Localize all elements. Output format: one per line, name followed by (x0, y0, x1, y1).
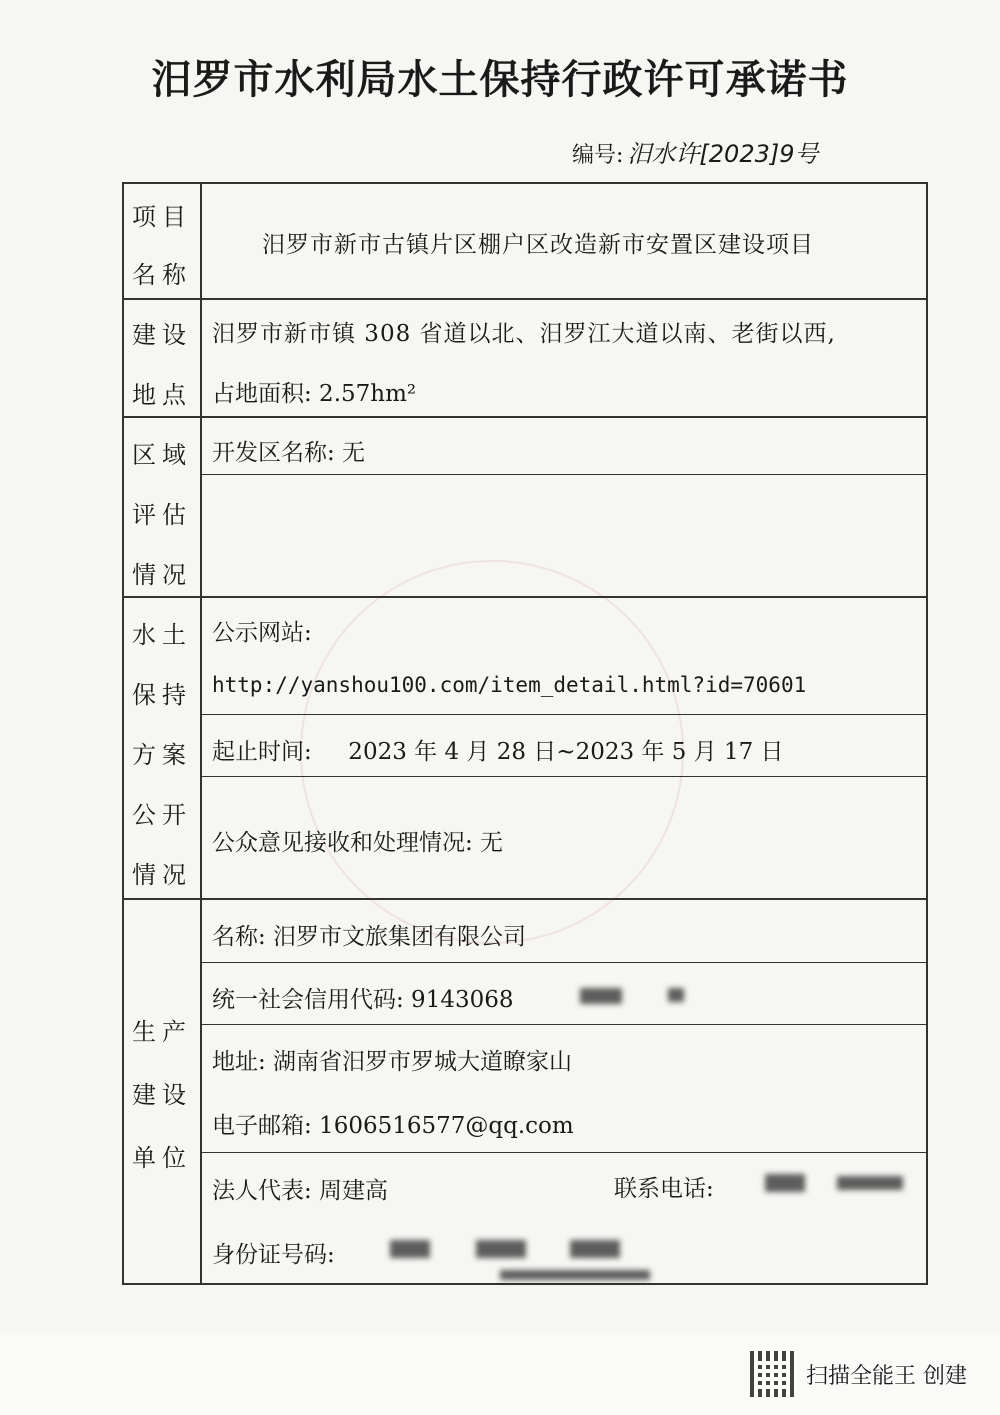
label-site-1: 建设 (132, 321, 192, 349)
table-border-top (122, 182, 928, 184)
row-divider (122, 596, 928, 598)
unit-email: 电子邮箱: 1606516577@qq.com (212, 1113, 574, 1139)
sub-row-divider (200, 776, 928, 777)
public-opinions: 公众意见接收和处理情况: 无 (212, 830, 504, 856)
document-number-value: 汨水许[2023]9号 (627, 140, 819, 168)
label-disclosure-3: 方案 (132, 741, 192, 769)
sub-row-divider (200, 474, 928, 475)
row-divider (122, 898, 928, 900)
site-line-1: 汨罗市新市镇 308 省道以北、汨罗江大道以南、老街以西, (212, 321, 836, 347)
row-divider (122, 298, 928, 300)
label-region-1: 区域 (132, 441, 192, 469)
label-project-name-1: 项目 (132, 203, 192, 231)
sub-row-divider (200, 714, 928, 715)
website-label: 公示网站: (212, 620, 312, 646)
document-number-label: 编号: (572, 143, 624, 168)
scanner-app-label: 扫描全能王 创建 (806, 1363, 967, 1389)
label-project-name-2: 名称 (132, 261, 192, 289)
redacted-credit-code (560, 984, 720, 1008)
project-name-value: 汨罗市新市古镇片区棚户区改造新市安置区建设项目 (262, 232, 814, 258)
label-unit-1: 生产 (132, 1018, 192, 1046)
document-title: 汨罗市水利局水土保持行政许可承诺书 (151, 56, 849, 103)
unit-credit-code: 统一社会信用代码: 9143068 (212, 987, 514, 1013)
legal-representative: 法人代表: 周建高 (212, 1178, 389, 1204)
redacted-id-number (380, 1236, 660, 1284)
phone-label: 联系电话: (614, 1176, 714, 1202)
label-region-3: 情况 (132, 561, 192, 589)
scanner-watermark (750, 1350, 967, 1398)
site-line-2: 占地面积: 2.57hm² (212, 381, 417, 407)
label-disclosure-4: 公开 (132, 801, 192, 829)
disclosure-period: 起止时间: 2023 年 4 月 28 日~2023 年 5 月 17 日 (212, 739, 784, 765)
label-site-2: 地点 (132, 381, 192, 409)
redacted-phone (765, 1168, 915, 1196)
sub-row-divider (200, 1024, 928, 1025)
development-zone-name: 开发区名称: 无 (212, 440, 366, 466)
table-border-left (122, 182, 124, 1285)
table-border-right (926, 182, 928, 1285)
unit-name: 名称: 汨罗市文旅集团有限公司 (212, 924, 527, 950)
label-column-divider (200, 182, 202, 1285)
label-disclosure-5: 情况 (132, 861, 192, 889)
label-unit-2: 建设 (132, 1081, 192, 1109)
website-url: http://yanshou100.com/item_detail.html?id=70601 (212, 673, 807, 697)
sub-row-divider (200, 1152, 928, 1153)
label-disclosure-2: 保持 (132, 681, 192, 709)
label-region-2: 评估 (132, 501, 192, 529)
row-divider (122, 416, 928, 418)
label-disclosure-1: 水土 (132, 621, 192, 649)
qr-code-icon (750, 1351, 796, 1397)
unit-address: 地址: 湖南省汨罗市罗城大道瞭家山 (212, 1049, 573, 1075)
id-number-label: 身份证号码: (212, 1242, 335, 1268)
sub-row-divider (200, 962, 928, 963)
label-unit-3: 单位 (132, 1144, 192, 1172)
document-number (572, 134, 819, 169)
